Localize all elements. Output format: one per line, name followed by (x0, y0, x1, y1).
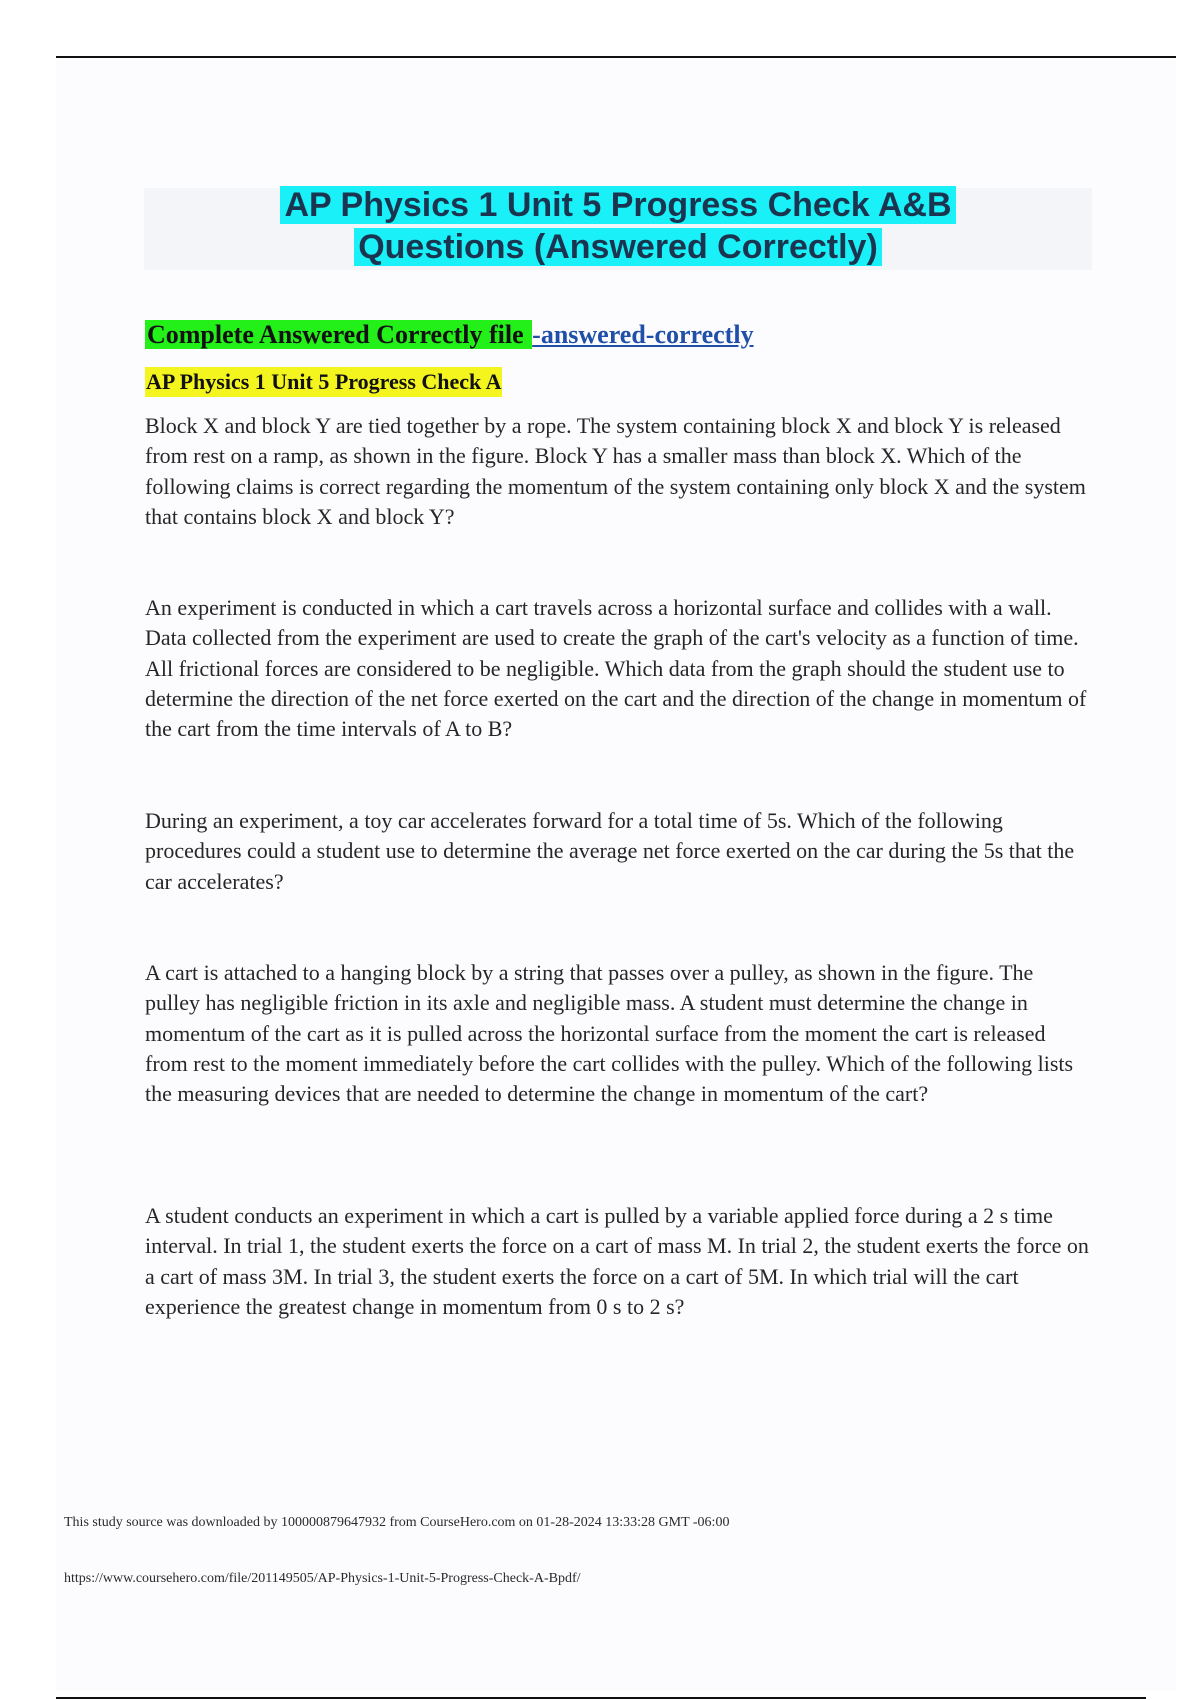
question-1: Block X and block Y are tied together by a rope. The system containing block X and block Y is released from rest on a ramp, as shown in the figure. Block Y has a smaller mass than block X. Which of the following claims is correct regarding the momentum of the system containing only block X and the system that contains block X and block Y? (145, 413, 1086, 529)
file-label: Complete Answered Correctly file (147, 320, 531, 349)
bottom-divider (56, 1697, 1146, 1699)
top-divider (56, 56, 1176, 58)
question-3: During an experiment, a toy car accelerates forward for a total time of 5s. Which of the following procedures could a student use to determine the average net force exerted on the car during the 5s that the car accelerates? (145, 808, 1075, 894)
answered-correctly-link[interactable]: -answered-correctly (532, 320, 754, 349)
question-5: A student conducts an experiment in which a cart is pulled by a variable applied force during a 2 s time interval. In trial 1, the student exerts the force on a cart of mass M. In trial 2, the student exerts the force on a cart of mass 3M. In trial 3, the student exerts the force on a cart of 5M. In which trial will the cart experience the greatest change in momentum from 0 s to 2 s? (145, 1203, 1089, 1319)
section-heading: AP Physics 1 Unit 5 Progress Check A (145, 367, 502, 397)
download-notice: This study source was downloaded by 100000879647932 from CourseHero.com on 01-28-2024 13:33:28 GMT -06:00 (64, 1515, 730, 1530)
source-url: https://www.coursehero.com/file/201149505/AP-Physics-1-Unit-5-Progress-Check-A-Bpdf/ (64, 1571, 581, 1586)
question-4: A cart is attached to a hanging block by a string that passes over a pulley, as shown in the figure. The pulley has negligible friction in its axle and negligible mass. A student must determine the change in momentum of the cart as it is pulled across the horizontal surface from the moment the cart is released from rest to the moment immediately before the cart collides with the pulley. Which of the following lists the measuring devices that are needed to determine the change in momentum of the cart? (145, 960, 1074, 1107)
document-title (144, 184, 1092, 268)
question-2: An experiment is conducted in which a cart travels across a horizontal surface and collides with a wall. Data collected from the experiment are used to create the graph of the cart's velocity as a function of time. All frictional forces are considered to be negligible. Which data from the graph should the student use to determine the direction of the net force exerted on the cart and the direction of the change in momentum of the cart from the time intervals of A to B? (145, 595, 1087, 742)
title-line-1: AP Physics 1 Unit 5 Progress Check A&B (280, 186, 955, 224)
file-link-line (145, 318, 754, 352)
title-line-2: Questions (Answered Correctly) (354, 228, 882, 266)
